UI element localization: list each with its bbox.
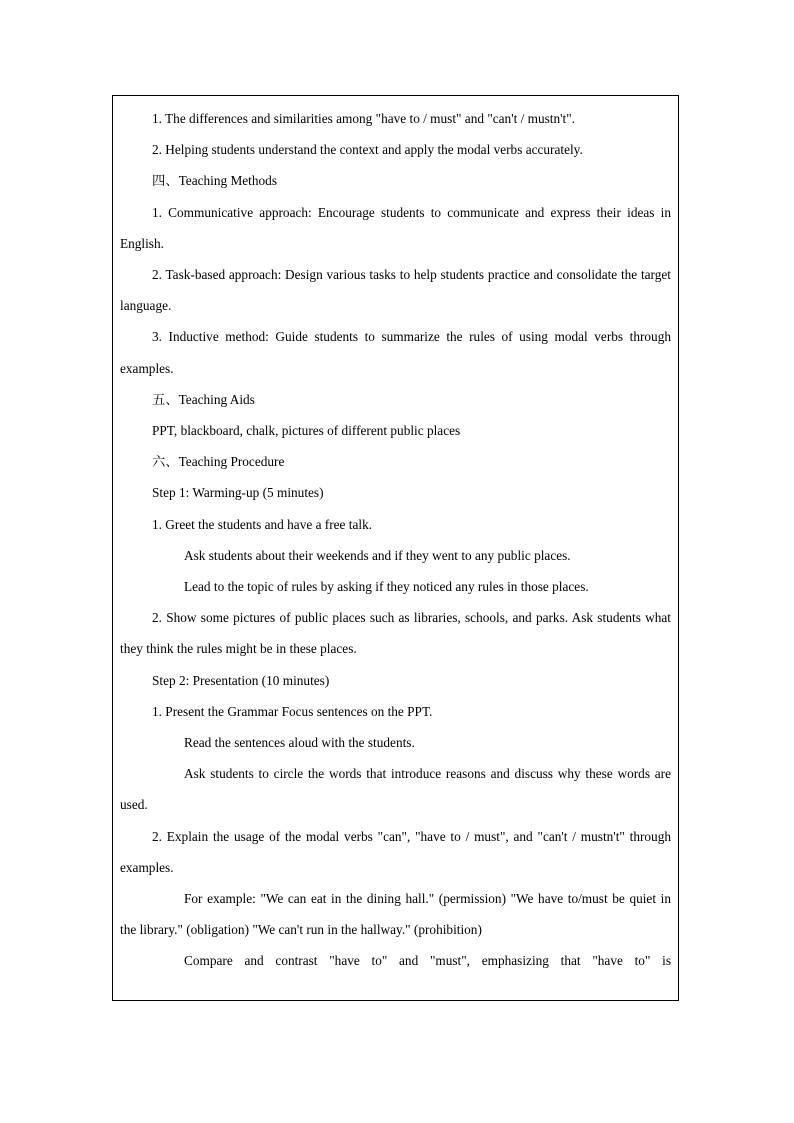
section-heading-teaching-methods: 四、Teaching Methods bbox=[152, 173, 277, 189]
step-1-heading: Step 1: Warming-up (5 minutes) bbox=[152, 485, 324, 501]
method-inductive: 3. Inductive method: Guide students to summarize the rules of using modal verbs through examples. bbox=[120, 329, 671, 376]
step-2-sub-item-2: Ask students to circle the words that introduce reasons and discuss why these words are used. bbox=[120, 766, 671, 813]
step-2-sub-item-1: Read the sentences aloud with the students. bbox=[184, 735, 415, 751]
step-2-example: For example: "We can eat in the dining hall." (permission) "We have to/must be quiet in the library." (obligation) "We can't run in the hallway." (prohibition) bbox=[120, 891, 671, 938]
step-1-sub-item-2: Lead to the topic of rules by asking if they noticed any rules in those places. bbox=[184, 579, 589, 595]
step-1-sub-item-1: Ask students about their weekends and if they went to any public places. bbox=[184, 547, 571, 563]
step-2-item-1: 1. Present the Grammar Focus sentences on the PPT. bbox=[152, 703, 433, 719]
step-2-item-2: 2. Explain the usage of the modal verbs "can", "have to / must", and "can't / mustn't" through examples. bbox=[120, 828, 671, 875]
objectives-item-2: 2. Helping students understand the context and apply the modal verbs accurately. bbox=[152, 142, 583, 158]
step-2-heading: Step 2: Presentation (10 minutes) bbox=[152, 672, 330, 688]
step-1-item-2: 2. Show some pictures of public places such as libraries, schools, and parks. Ask students what they think the rules might be in these places. bbox=[120, 610, 671, 657]
method-task-based: 2. Task-based approach: Design various tasks to help students practice and consolidate the target language. bbox=[120, 267, 671, 314]
method-communicative: 1. Communicative approach: Encourage students to communicate and express their ideas in English. bbox=[120, 204, 671, 251]
teaching-aids-list: PPT, blackboard, chalk, pictures of different public places bbox=[152, 423, 461, 439]
lesson-plan-content bbox=[120, 103, 671, 977]
objectives-item-1: 1. The differences and similarities among "have to / must" and "can't / mustn't". bbox=[152, 111, 575, 126]
step-2-compare: Compare and contrast "have to" and "must", emphasizing that "have to" is bbox=[184, 953, 671, 969]
section-heading-teaching-procedure: 六、Teaching Procedure bbox=[152, 454, 285, 470]
section-heading-teaching-aids: 五、Teaching Aids bbox=[152, 391, 255, 407]
lesson-plan-frame bbox=[112, 95, 679, 1001]
step-1-item-1: 1. Greet the students and have a free talk. bbox=[152, 516, 373, 532]
